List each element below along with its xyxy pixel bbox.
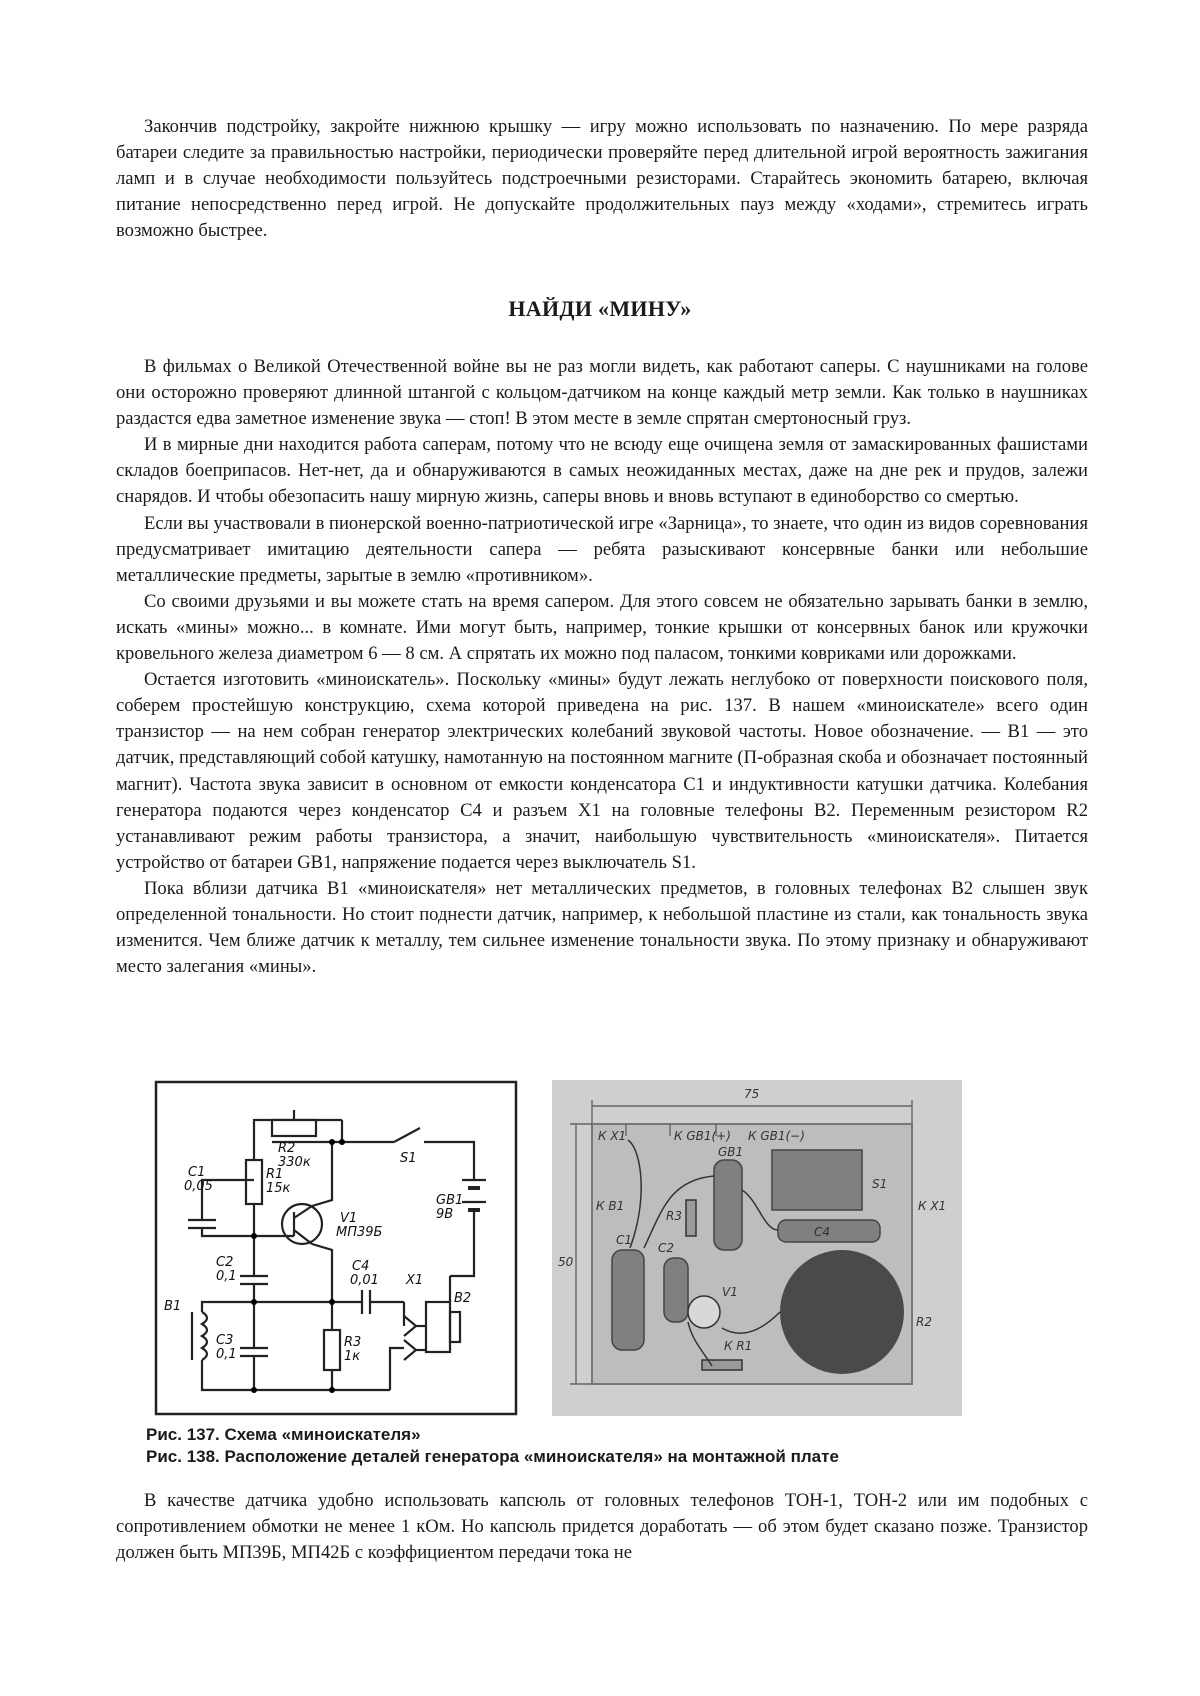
- paragraph-5: Остается изготовить «миноискатель». Поскольку «мины» будут лежать неглубоко от поверхности поискового поля, соберем простейшую конструкцию, схема которой приведена на рис. 137. В нашем «миноискателе» всего один транзистор — на нем собран генератор электрических колебаний звуковой частоты. Новое обозначение. — B1 — это датчик, представляющий собой катушку, намотанную на постоянном магните (П-образная скоба и обозначает постоянный магнит). Частота звука зависит в основном от емкости конденсатора C1 и индуктивности катушки датчика. Колебания генератора подаются через конденсатор С4 и разъем X1 на головные телефоны B2. Переменным резистором R2 устанавливают режим работы транзистора, а значит, наибольшую чувствительность «миноискателя». Питается устройство от батареи GB1, напряжение подается через выключатель S1.: [116, 669, 1089, 873]
- label-c3-value: 0,1: [216, 1347, 237, 1362]
- label-c1: C1: [188, 1165, 206, 1180]
- label-kx1-right: К Х1: [918, 1199, 947, 1213]
- label-gb1: GB1: [718, 1145, 744, 1159]
- label-x1: X1: [406, 1273, 424, 1288]
- label-r1: К R1: [724, 1339, 753, 1353]
- figures-row: [154, 1080, 1054, 1420]
- label-v1-value: МП39Б: [336, 1225, 383, 1240]
- paragraph-3: Если вы участвовали в пионерской военно-патриотической игре «Зарница», то знаете, что один из видов соревнования предусматривает имитацию деятельности сапера — ребята разыскивают консервные банки или небольшие металлические предметы, зарытые в землю «противником».: [116, 512, 1088, 586]
- label-r2: R2: [916, 1315, 932, 1329]
- caption-fig-137: Рис. 137. Схема «миноискателя»: [146, 1425, 421, 1444]
- label-dimension-width: 75: [744, 1087, 760, 1101]
- label-s1: S1: [872, 1177, 888, 1191]
- label-v1: V1: [340, 1211, 358, 1226]
- label-kb1: К B1: [596, 1199, 625, 1213]
- label-c2: C2: [216, 1255, 234, 1270]
- section-heading: НАЙДИ «МИНУ»: [508, 296, 692, 321]
- label-dimension-height: 50: [558, 1255, 574, 1269]
- label-b1: B1: [164, 1299, 182, 1314]
- label-gb1: GB1: [436, 1193, 464, 1208]
- label-r1-value: 15к: [266, 1181, 291, 1196]
- label-r3: R3: [344, 1335, 362, 1350]
- label-c4: C4: [814, 1225, 831, 1239]
- paragraph-4: Со своими друзьями и вы можете стать на время сапером. Для этого совсем не обязательно зарывать банки в землю, искать «мины» можно... в комнате. Ими могут быть, например, тонкие крышки от консервных банок или кружочки кровельного железа диаметром 6 — 8 см. А спрятать их можно под паласом, тонкими ковриками или дорожками.: [116, 590, 1088, 665]
- label-c1: C1: [616, 1233, 633, 1247]
- label-b2: B2: [454, 1291, 472, 1306]
- label-r1: R1: [266, 1167, 284, 1182]
- body-text: [116, 354, 1088, 980]
- label-r3-value: 1к: [344, 1349, 361, 1364]
- label-r2-value: 330к: [278, 1155, 311, 1170]
- label-kgb1-minus: К GB1(−): [748, 1129, 805, 1143]
- label-r3: R3: [666, 1209, 682, 1223]
- paragraph-1: В фильмах о Великой Отечественной войне вы не раз могли видеть, как работают саперы. С наушниками на голове они осторожно проверяют длинной штангой с кольцом-датчиком на конце каждый метр земли. Как только в наушниках раздастся едва заметное изменение звука — стоп! В этом месте в земле спрятан смертоносный груз.: [116, 356, 1088, 430]
- label-c2: C2: [658, 1241, 675, 1255]
- label-c3: C3: [216, 1333, 234, 1348]
- label-r2: R2: [278, 1141, 296, 1156]
- intro-paragraph: Закончив подстройку, закройте нижнюю крышку — игру можно использовать по назначению. По мере разряда батареи следите за правильностью настройки, периодически проверяйте перед длительной игрой вероятность зажигания ламп и в случае необходимости пользуйтесь подстроечными резисторами. Старайтесь экономить батарею, включая питание непосредственно перед игрой. Не допускайте продолжительных пауз между «ходами», стремитесь играть возможно быстрее.: [116, 116, 1088, 242]
- label-c2-value: 0,1: [216, 1269, 237, 1284]
- label-v1: V1: [722, 1285, 738, 1299]
- paragraph-2: И в мирные дни находится работа саперам, потому что не всюду еще очищена земля от замаскированных фашистами складов боеприпасов. Нет-нет, да и обнаруживаются в самых неожиданных местах, даже на дне рек и прудов, залежи снарядов. И чтобы обезопасить нашу мирную жизнь, саперы вновь и вновь вступают в единоборство со смертью.: [116, 434, 1088, 508]
- figure-captions: [146, 1424, 839, 1468]
- figure-137-schematic: [154, 1080, 518, 1416]
- figure-138-board-layout: [552, 1080, 962, 1416]
- label-c4: C4: [352, 1259, 370, 1274]
- label-kx1: К Х1: [598, 1129, 627, 1143]
- bottom-text: [116, 1488, 1088, 1566]
- caption-fig-138: Рис. 138. Расположение деталей генератора «миноискателя» на монтажной плате: [146, 1447, 839, 1466]
- label-kgb1-plus: К GB1(+): [674, 1129, 731, 1143]
- label-c1-value: 0,05: [184, 1179, 213, 1194]
- label-s1: S1: [400, 1151, 417, 1166]
- intro-paragraph-block: [116, 114, 1088, 244]
- paragraph-6: Пока вблизи датчика B1 «миноискателя» нет металлических предметов, в головных телефонах B2 слышен звук определенной тональности. Но стоит поднести датчик, например, к небольшой пластине из стали, как тональность звука изменится. Чем ближе датчик к металлу, тем сильнее изменение тональности звука. По этому признаку и обнаруживают место залегания «мины».: [116, 877, 1088, 978]
- label-c4-value: 0,01: [350, 1273, 379, 1288]
- bottom-paragraph: В качестве датчика удобно использовать капсюль от головных телефонов ТОН-1, ТОН-2 или им подобных с сопротивлением обмотки не менее 1 кОм. Но капсюль придется доработать — об этом будет сказано позже. Транзистор должен быть МП39Б, МП42Б с коэффициентом передачи тока не: [116, 1490, 1088, 1564]
- label-gb1-value: 9В: [436, 1207, 454, 1222]
